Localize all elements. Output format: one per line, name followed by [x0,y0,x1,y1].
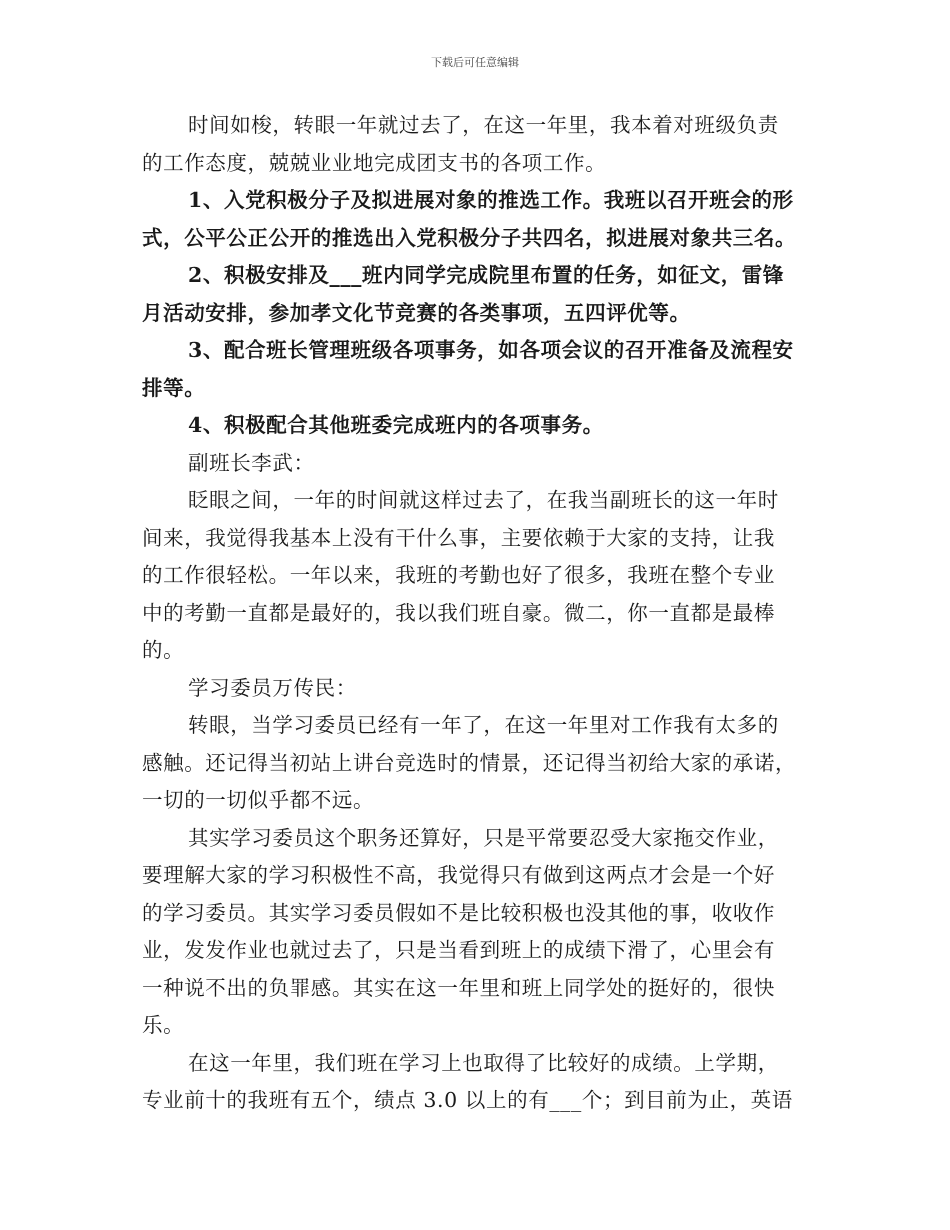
text-line: 1、入党积极分子及拟进展对象的推选工作。我班以召开班会的形 [188,188,794,212]
text-line: 乐。 [142,1013,185,1037]
page-header: 下载后可任意编辑 [431,56,519,69]
text-line: 的学习委员。其实学习委员假如不是比较积极也没其他的事，收收作 [142,900,775,925]
text-line: 一种说不出的负罪感。其实在这一年里和班上同学处的挺好的，很快 [142,975,775,1000]
text-line: 在这一年里，我们班在学习上也取得了比较好的成绩。上学期， [188,1050,779,1075]
text-line: 业，发发作业也就过去了，只是当看到班上的成绩下滑了，心里会有 [142,938,775,962]
text-line: 中的考勤一直都是最好的，我以我们班自豪。微二，你一直都是最棒 [142,600,775,625]
text-line: 4、积极配合其他班委完成班内的各项事务。 [188,413,604,437]
text-line: 一切的一切似乎都不远。 [142,788,375,812]
document-body [142,107,810,1120]
text-line: 排等。 [142,375,206,400]
text-line: 其实学习委员这个职务还算好，只是平常要忍受大家拖交作业， [188,825,779,850]
text-line: 感触。还记得当初站上讲台竞选时的情景，还记得当初给大家的承诺， [142,750,797,775]
text-line: 眨眼之间，一年的时间就这样过去了，在我当副班长的这一年时 [188,488,779,512]
text-line: 转眼，当学习委员已经有一年了，在这一年里对工作我有太多的 [188,713,779,737]
text-line: 2、积极安排及___班内同学完成院里布置的任务，如征文，雷锋 [188,263,785,287]
text-line: 时间如梭，转眼一年就过去了，在这一年里，我本着对班级负责 [188,113,779,137]
text-line: 的工作很轻松。一年以来，我班的考勤也好了很多，我班在整个专业 [142,563,775,587]
text-line: 间来，我觉得我基本上没有干什么事，主要依赖于大家的支持，让我 [142,525,775,550]
text-line: 要理解大家的学习积极性不高，我觉得只有做到这两点才会是一个好 [142,863,775,887]
text-line: 3、配合班长管理班级各项事务，如各项会议的召开准备及流程安 [188,338,794,362]
text-line: 副班长李武： [188,450,315,475]
text-line: 的工作态度，兢兢业业地完成团支书的各项工作。 [142,150,607,175]
text-line: 的。 [142,638,185,662]
text-line: 学习委员万传民： [188,675,357,700]
text-line: 专业前十的我班有五个，绩点 3.0 以上的有___个；到目前为止，英语 [142,1088,793,1112]
text-line: 月活动安排，参加孝文化节竞赛的各类事项，五四评优等。 [142,300,691,325]
text-line: 式，公平公正公开的推选出入党积极分子共四名，拟进展对象共三名。 [142,225,797,250]
